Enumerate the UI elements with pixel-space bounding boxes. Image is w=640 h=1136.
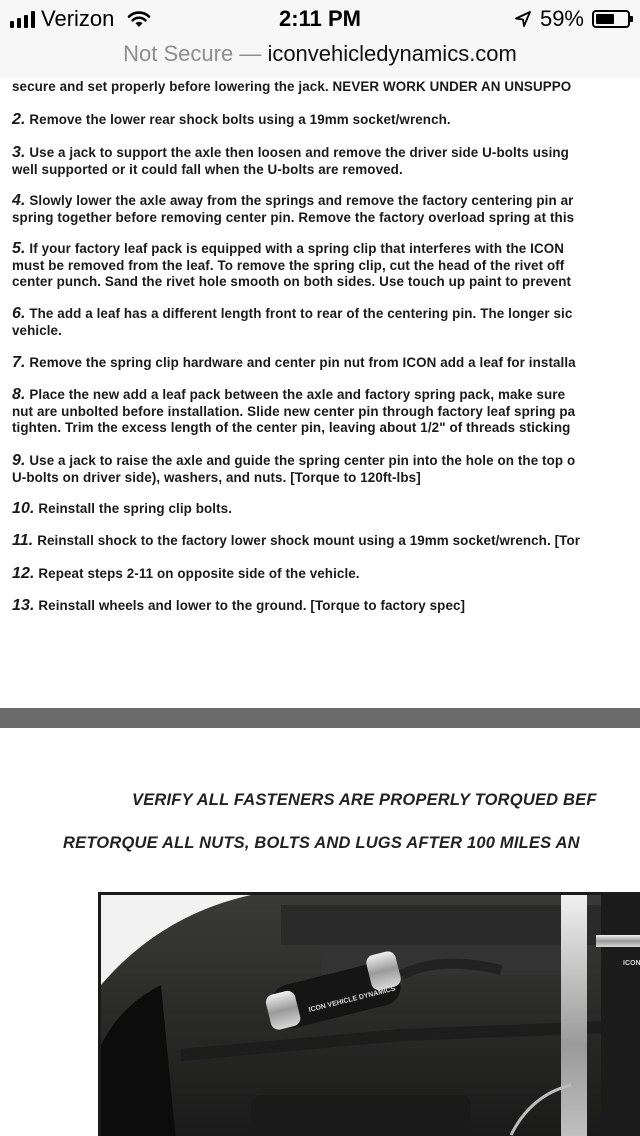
coilover-brand-label: ICON: [623, 960, 640, 967]
suspension-photo: [98, 892, 640, 1136]
step-number: 10.: [12, 500, 35, 517]
step-4: [12, 193, 640, 226]
step-2: [12, 112, 640, 129]
step-7: [12, 355, 640, 372]
battery-nub: [630, 16, 633, 22]
step-text: The add a leaf has a different length front to rear of the centering pin. The longer sic: [29, 306, 573, 321]
step-number: 11.: [12, 532, 34, 549]
step-12: [12, 566, 640, 583]
step-text: Repeat steps 2-11 on opposite side of the vehicle.: [38, 566, 360, 581]
step-5: [12, 241, 640, 291]
suspension-photo-illustration: [101, 895, 640, 1136]
step-number: 12.: [12, 565, 35, 582]
step-text: If your factory leaf pack is equipped with a spring clip that interferes with the ICON: [29, 241, 565, 256]
page-divider: [0, 708, 640, 728]
step-text: spring together before removing center pin. Remove the factory overload spring at this: [12, 209, 575, 225]
retorque-notice: RETORQUE ALL NUTS, BOLTS AND LUGS AFTER 100 MILES AN: [63, 834, 580, 852]
step-text: Remove the spring clip hardware and center pin nut from ICON add a leaf for installa: [29, 355, 576, 370]
verify-notice: VERIFY ALL FASTENERS ARE PROPERLY TORQUED BEF: [132, 791, 597, 809]
step-text: tighten. Trim the excess length of the center pin, leaving about 1/2" of threads sticking: [12, 420, 571, 435]
step-text: Use a jack to raise the axle and guide the spring center pin into the hole on the top o: [29, 453, 576, 468]
step-text: Reinstall wheels and lower to the ground. [Torque to factory spec]: [38, 598, 466, 613]
step-number: 6.: [12, 305, 26, 322]
right-status-group: [514, 6, 630, 32]
step-8: [12, 387, 640, 437]
step-9: [12, 453, 640, 486]
step-number: 9.: [12, 452, 26, 469]
step-text: Use a jack to support the axle then loosen and remove the driver side U-bolts using: [29, 145, 569, 160]
step-text: Slowly lower the axle away from the springs and remove the factory centering pin ar: [29, 193, 574, 208]
step-text: must be removed from the leaf. To remove the spring clip, cut the head of the rivet off: [12, 257, 565, 273]
step-text: Remove the lower rear shock bolts using a 19mm socket/wrench.: [29, 112, 451, 127]
url-separator: —: [239, 41, 262, 66]
step-number: 7.: [12, 354, 26, 371]
step-number: 4.: [12, 192, 26, 209]
address-bar[interactable]: [0, 40, 640, 79]
step-number: 13.: [12, 597, 35, 614]
step-13: [12, 598, 640, 615]
url-domain: iconvehicledynamics.com: [267, 41, 517, 66]
step-text: vehicle.: [12, 322, 62, 338]
step-text: center punch. Sand the rivet hole smooth on both sides. Use touch up paint to prevent: [12, 274, 572, 289]
step-number: 2.: [12, 111, 26, 128]
security-indicator: Not Secure: [123, 41, 234, 66]
carrier-name: Verizon: [41, 6, 115, 31]
step-text: Reinstall shock to the factory lower shock mount using a 19mm socket/wrench. [Tor: [37, 533, 581, 548]
axle-housing: [251, 1095, 471, 1136]
step-11: [12, 533, 640, 550]
instructions-page: [0, 78, 640, 708]
step-text: Reinstall the spring clip bolts.: [38, 501, 233, 516]
step-text: nut are unbolted before installation. Slide new center pin through factory leaf spring pa: [12, 403, 576, 419]
partial-text-line: [12, 79, 640, 96]
second-page: [0, 728, 640, 1136]
step-text: U-bolts on driver side), washers, and nuts. [Torque to 120ft-lbs]: [12, 469, 421, 485]
clock: 2:11 PM: [279, 6, 361, 31]
partial-line-text: secure and set properly before lowering the jack. NEVER WORK UNDER AN UNSUPPO: [12, 79, 572, 94]
step-text: Place the new add a leaf pack between the axle and factory spring pack, make sure: [29, 387, 566, 402]
status-bar: [0, 0, 640, 40]
step-number: 3.: [12, 144, 26, 161]
step-3: [12, 145, 640, 178]
step-10: [12, 501, 640, 518]
step-text: well supported or it could fall when the U-bolts are removed.: [12, 161, 403, 177]
step-number: 5.: [12, 240, 26, 257]
step-number: 8.: [12, 386, 26, 403]
battery-icon: [592, 10, 630, 28]
shock-brand-label: ICON VEHICLE DYNAMICS: [308, 985, 397, 1014]
location-arrow-icon: [514, 10, 532, 28]
battery-percent: 59%: [539, 6, 584, 31]
step-6: [12, 306, 640, 339]
battery-fill: [596, 14, 614, 24]
